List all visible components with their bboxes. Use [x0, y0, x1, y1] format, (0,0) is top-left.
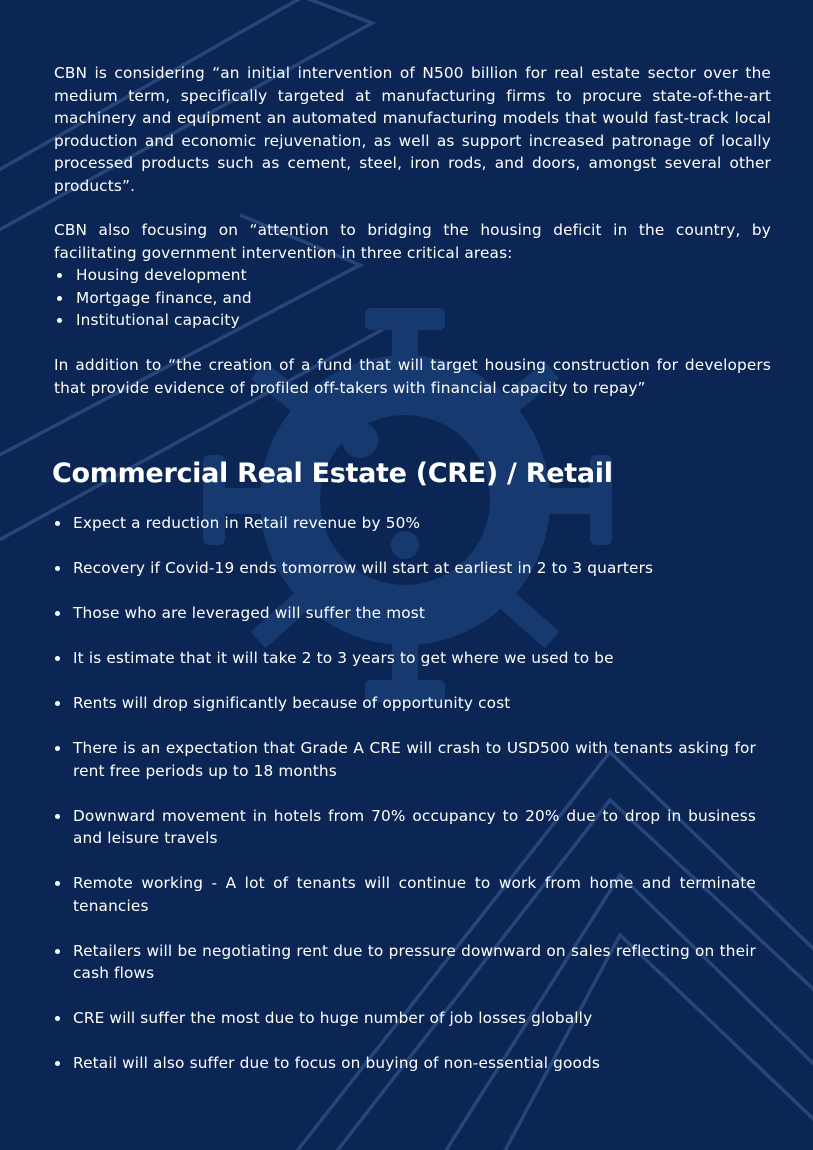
list-item: Those who are leveraged will suffer the most [54, 602, 756, 625]
list-item: Expect a reduction in Retail revenue by 50% [54, 512, 756, 535]
paragraph-housing-deficit: CBN also focusing on “attention to bridging the housing deficit in the country, by facilitating government intervention in three critical areas: [54, 221, 771, 262]
paragraph-housing-fund: In addition to “the creation of a fund that will target housing construction for developers that provide evidence of profiled off-takers with financial capacity to repay” [54, 356, 771, 397]
cre-points-list [54, 512, 756, 1097]
list-item: CRE will suffer the most due to huge number of job losses globally [54, 1007, 756, 1030]
paragraph-cbn-intervention: CBN is considering “an initial intervention of N500 billion for real estate sector over the medium term, specifically targeted at manufacturing firms to procure state-of-the-art machinery and equipment an automated manufacturing models that would fast-track local production and economic rejuvenation, as well as support increased patronage of locally processed products such as cement, steel, iron rods, and doors, amongst several other products”. [54, 64, 771, 195]
list-item: Retailers will be negotiating rent due to pressure downward on sales reflecting on their cash flows [54, 940, 756, 985]
list-item: Institutional capacity [54, 309, 771, 332]
list-item: Remote working - A lot of tenants will continue to work from home and terminate tenancies [54, 872, 756, 917]
list-item: It is estimate that it will take 2 to 3 years to get where we used to be [54, 647, 756, 670]
list-item: Recovery if Covid-19 ends tomorrow will start at earliest in 2 to 3 quarters [54, 557, 756, 580]
list-item: Downward movement in hotels from 70% occupancy to 20% due to drop in business and leisure travels [54, 805, 756, 850]
list-item: Housing development [54, 264, 771, 287]
list-item: Retail will also suffer due to focus on buying of non-essential goods [54, 1052, 756, 1075]
intervention-areas-list [54, 264, 771, 332]
section-heading: Commercial Real Estate (CRE) / Retail [52, 458, 613, 489]
list-item: Mortgage finance, and [54, 287, 771, 310]
list-item: Rents will drop significantly because of opportunity cost [54, 692, 756, 715]
list-item: There is an expectation that Grade A CRE will crash to USD500 with tenants asking for rent free periods up to 18 months [54, 737, 756, 782]
